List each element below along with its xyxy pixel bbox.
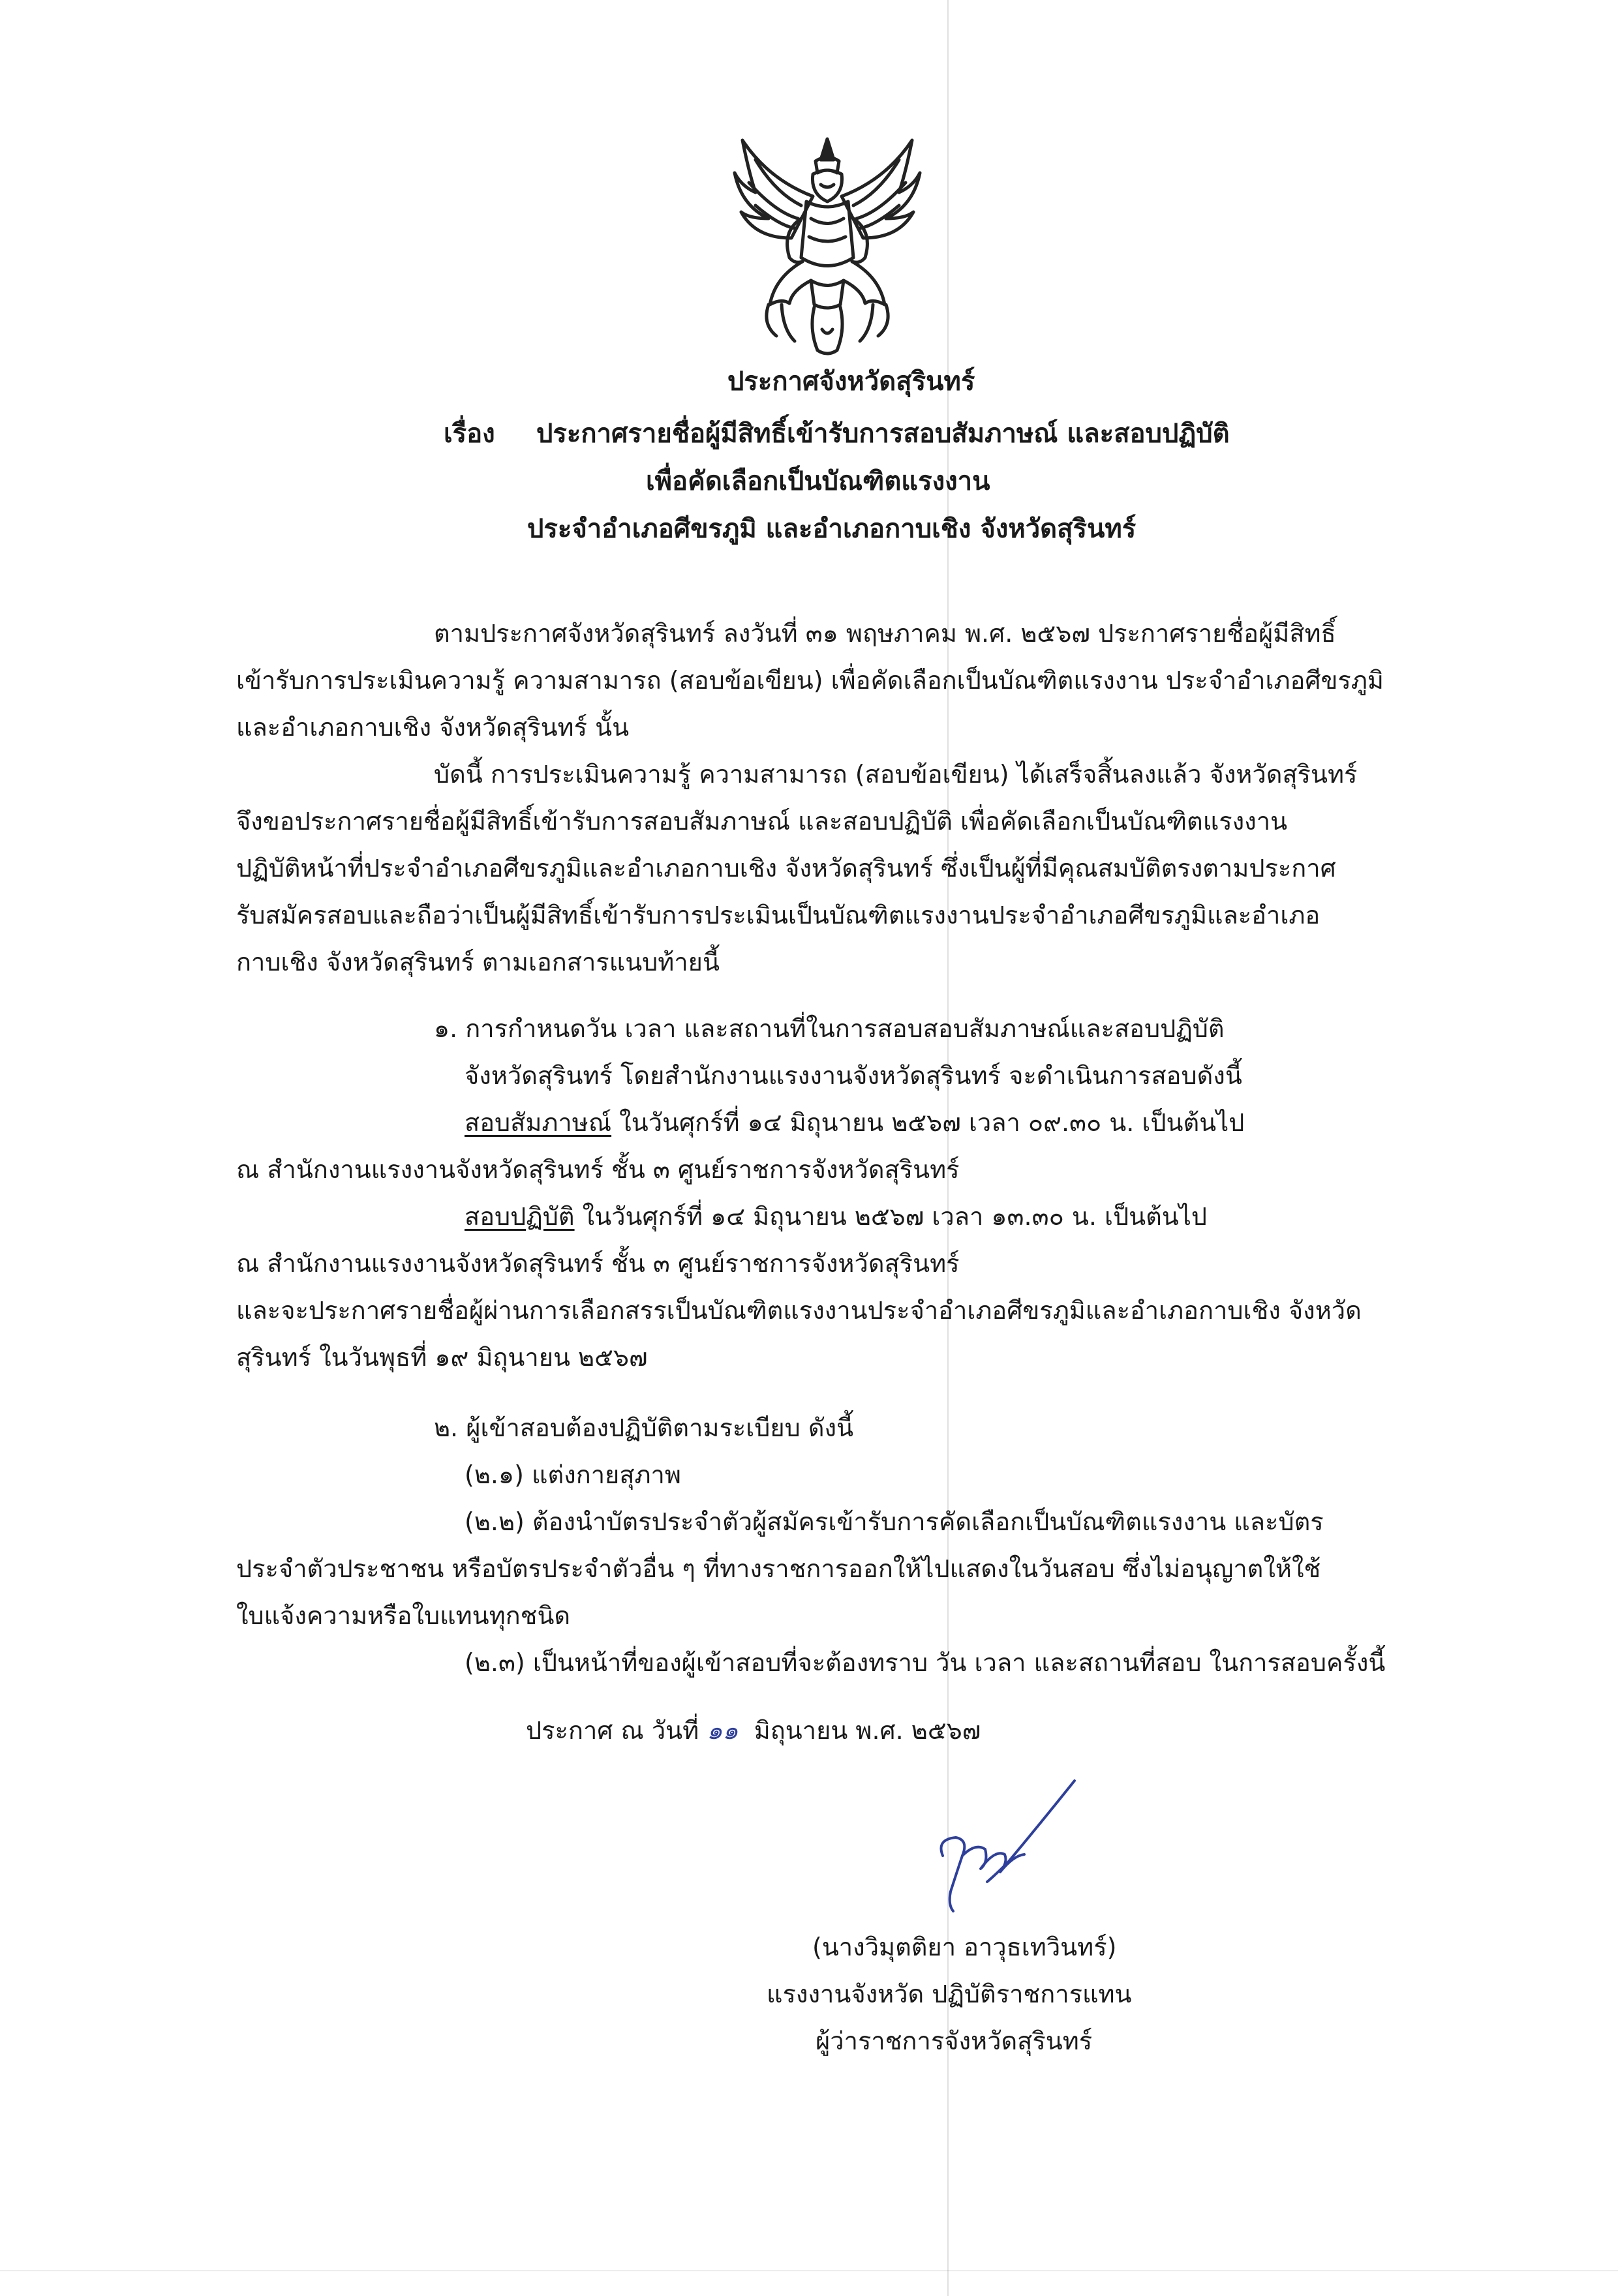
signatory-name: (นางวิมุตติยา อาวุธเทวินทร์) (812, 1933, 1117, 1961)
announce-date (526, 1714, 981, 1747)
interview-schedule (465, 1106, 1244, 1139)
rule-2-3: (๒.๓) เป็นหน้าที่ของผู้เข้าสอบที่จะต้องทราบ วัน เวลา และสถานที่สอบ ในการสอบครั้งนี้ (465, 1648, 1386, 1677)
subject-line-2: เพื่อคัดเลือกเป็นบัณฑิตแรงงาน (646, 466, 990, 496)
subject-line-3: ประจำอำเภอศีขรภูมิ และอำเภอกาบเชิง จังหวัดสุรินทร์ (527, 514, 1137, 544)
practical-label: สอบปฏิบัติ (465, 1202, 575, 1231)
paragraph-1-line-2: เข้ารับการประเมินความรู้ ความสามารถ (สอบข้อเขียน) เพื่อคัดเลือกเป็นบัณฑิตแรงงาน ประจำอำเภอศีขรภูมิ (236, 666, 1384, 695)
section-1-heading: ๑. การกำหนดวัน เวลา และสถานที่ในการสอบสอบสัมภาษณ์และสอบปฏิบัติ (434, 1014, 1225, 1043)
rule-2-2-line-2: ประจำตัวประชาชน หรือบัตรประจำตัวอื่น ๆ ที่ทางราชการออกให้ไปแสดงในวันสอบ ซึ่งไม่อนุญาตให้ใช้ (236, 1554, 1321, 1583)
announce-prefix: ประกาศ ณ วันที่ (526, 1716, 699, 1745)
paragraph-1-line-3: และอำเภอกาบเชิง จังหวัดสุรินทร์ นั้น (236, 713, 630, 742)
section-1-line-2: จังหวัดสุรินทร์ โดยสำนักงานแรงงานจังหวัดสุรินทร์ จะดำเนินการสอบดังนี้ (465, 1061, 1242, 1090)
signatory-position-1: แรงงานจังหวัด ปฏิบัติราชการแทน (767, 1980, 1132, 2008)
interview-place: ณ สำนักงานแรงงานจังหวัดสุรินทร์ ชั้น ๓ ศูนย์ราชการจังหวัดสุรินทร์ (236, 1155, 960, 1184)
garuda-emblem-icon (729, 134, 925, 359)
section-2-heading: ๒. ผู้เข้าสอบต้องปฏิบัติตามระเบียบ ดังนี้ (434, 1413, 854, 1442)
practical-place: ณ สำนักงานแรงงานจังหวัดสุรินทร์ ชั้น ๓ ศูนย์ราชการจังหวัดสุรินทร์ (236, 1249, 960, 1278)
paragraph-2-line-3: ปฏิบัติหน้าที่ประจำอำเภอศีขรภูมิและอำเภอกาบเชิง จังหวัดสุรินทร์ ซึ่งเป็นผู้ที่มีคุณสมบัติตรงตามประกาศ (236, 854, 1336, 883)
paragraph-2-line-2: จึงขอประกาศรายชื่อผู้มีสิทธิ์เข้ารับการสอบสัมภาษณ์ และสอบปฏิบัติ เพื่อคัดเลือกเป็นบัณฑิตแรงงาน (236, 807, 1288, 836)
practical-schedule (465, 1200, 1207, 1233)
subject-line-1: ประกาศรายชื่อผู้มีสิทธิ์เข้ารับการสอบสัมภาษณ์ และสอบปฏิบัติ (536, 419, 1230, 449)
announce-suffix: มิถุนายน พ.ศ. ๒๕๖๗ (754, 1716, 981, 1745)
paragraph-1-line-1: ตามประกาศจังหวัดสุรินทร์ ลงวันที่ ๓๑ พฤษภาคม พ.ศ. ๒๕๖๗ ประกาศรายชื่อผู้มีสิทธิ์ (434, 619, 1336, 648)
handwritten-day: ๑๑ (707, 1716, 739, 1745)
paragraph-2-line-1: บัดนี้ การประเมินความรู้ ความสามารถ (สอบข้อเขียน) ได้เสร็จสิ้นลงแล้ว จังหวัดสุรินทร์ (434, 760, 1358, 789)
paragraph-2-line-5: กาบเชิง จังหวัดสุรินทร์ ตามเอกสารแนบท้ายนี้ (236, 948, 720, 976)
subject-prefix: เรื่อง (444, 419, 495, 449)
rule-2-1: (๒.๑) แต่งกายสุภาพ (465, 1460, 681, 1489)
interview-label: สอบสัมภาษณ์ (465, 1108, 612, 1137)
rule-2-2-line-1: (๒.๒) ต้องนำบัตรประจำตัวผู้สมัครเข้ารับการคัดเลือกเป็นบัณฑิตแรงงาน และบัตร (465, 1507, 1324, 1536)
announcement-title: ประกาศจังหวัดสุรินทร์ (727, 367, 975, 397)
signatory-position-2: ผู้ว่าราชการจังหวัดสุรินทร์ (816, 2027, 1093, 2055)
interview-time: ในวันศุกร์ที่ ๑๔ มิถุนายน ๒๕๖๗ เวลา ๐๙.๓๐ น. เป็นต้นไป (611, 1108, 1245, 1137)
result-line-2: สุรินทร์ ในวันพุธที่ ๑๙ มิถุนายน ๒๕๖๗ (236, 1343, 648, 1372)
rule-2-2-line-3: ใบแจ้งความหรือใบแทนทุกชนิด (236, 1601, 571, 1630)
handwritten-signature (910, 1777, 1080, 1921)
paragraph-2-line-4: รับสมัครสอบและถือว่าเป็นผู้มีสิทธิ์เข้ารับการประเมินเป็นบัณฑิตแรงงานประจำอำเภอศีขรภูมิและอำเภอ (236, 901, 1320, 929)
practical-time: ในวันศุกร์ที่ ๑๔ มิถุนายน ๒๕๖๗ เวลา ๑๓.๓๐ น. เป็นต้นไป (574, 1202, 1207, 1231)
result-line-1: และจะประกาศรายชื่อผู้ผ่านการเลือกสรรเป็นบัณฑิตแรงงานประจำอำเภอศีขรภูมิและอำเภอกาบเชิง จังหวัด (236, 1296, 1362, 1325)
